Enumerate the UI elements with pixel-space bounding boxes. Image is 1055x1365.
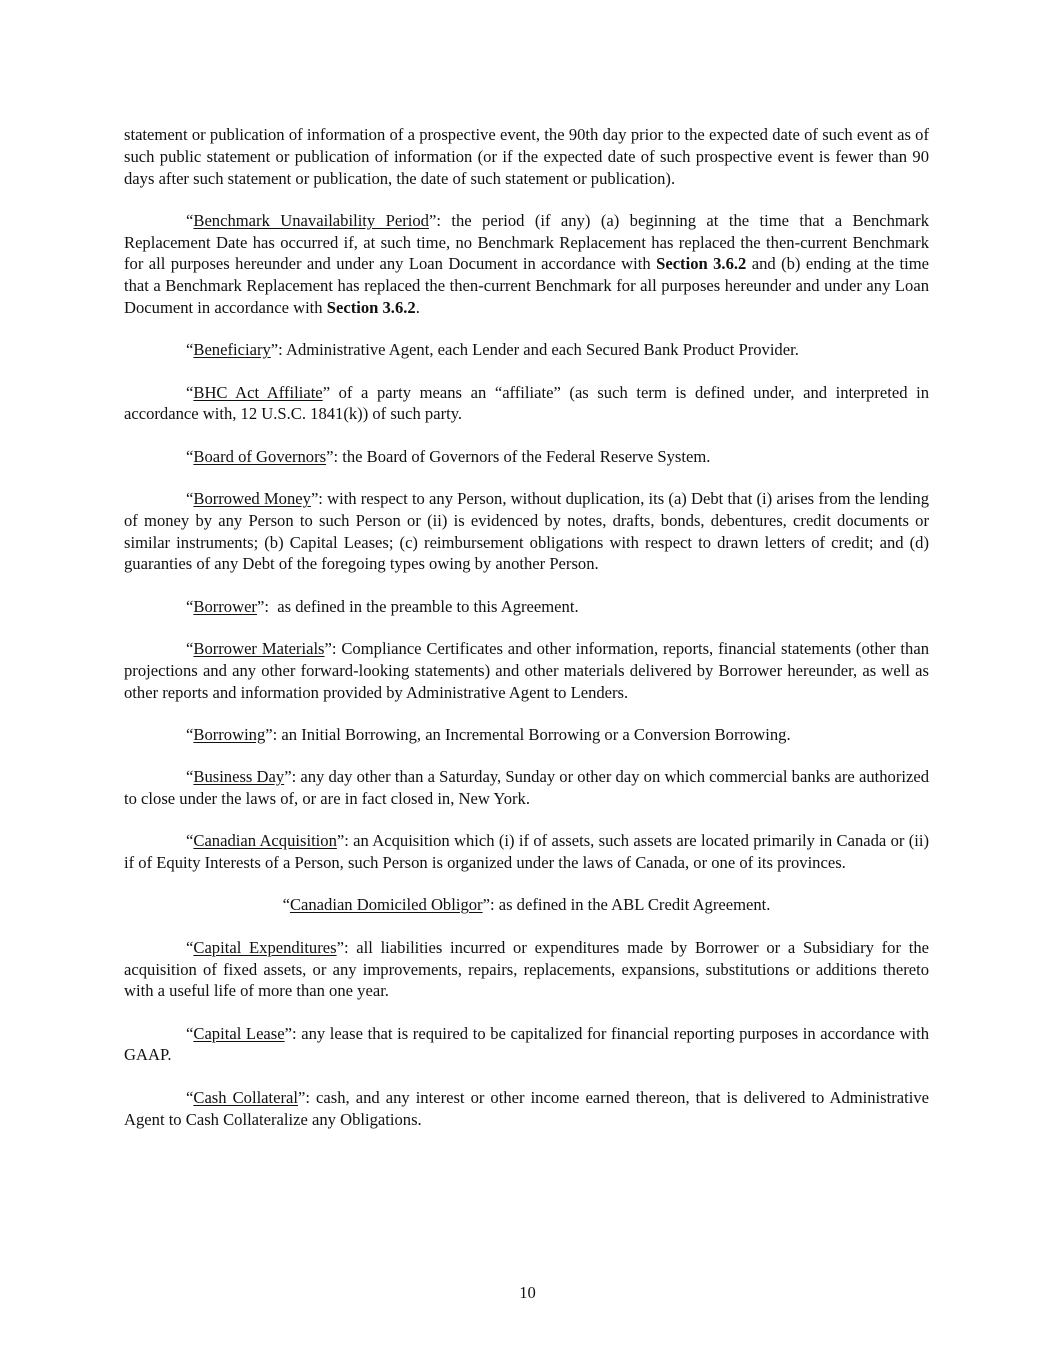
- open-quote: “: [186, 340, 194, 360]
- definition-capital-expenditures: [124, 937, 929, 1002]
- definition-borrowed-money: [124, 488, 929, 575]
- document-page: [124, 124, 929, 1151]
- defined-term: Borrowed Money: [193, 489, 311, 509]
- section-reference: Section 3.6.2: [656, 254, 747, 274]
- open-quote: “: [186, 831, 194, 851]
- definition-text: and (b) ending at the time that a Benchmark Replacement has replaced the then-current Benchmark for all purposes hereunder and under any Loan Document in accordance with: [124, 254, 929, 318]
- open-quote: “: [186, 489, 194, 509]
- defined-term: Business Day: [193, 767, 285, 787]
- open-quote: “: [186, 724, 194, 744]
- definition-board-of-governors: [124, 446, 929, 468]
- definition-cash-collateral: [124, 1087, 929, 1131]
- open-quote: “: [186, 1087, 194, 1107]
- definition-text: ”: cash, and any interest or other income earned thereon, that is delivered to Administrative Agent to Cash Collateralize any Obligations.: [124, 1087, 930, 1129]
- definition-text: ”: any day other than a Saturday, Sunday or other day on which commercial banks are authorized to close under the laws of, or are in fact closed in, New York.: [124, 767, 929, 809]
- definition-text: ”: Administrative Agent, each Lender and each Secured Bank Product Provider.: [270, 340, 799, 360]
- definition-text: ”: all liabilities incurred or expenditures made by Borrower or a Subsidiary for the acquisition of fixed assets, or any improvements, repairs, replacements, expansions, substitutions or additions thereto with a useful life of more than one year.: [124, 937, 929, 1001]
- defined-term: Board of Governors: [193, 446, 327, 466]
- definition-text: ”: the period (if any) (a) beginning at the time that a Benchmark Replacement Date has occurred if, at such time, no Benchmark Replacement has replaced the then-current Benchmark for all purposes hereunder and under any Loan Document in accordance with: [124, 210, 929, 274]
- defined-term: Borrowing: [193, 724, 266, 744]
- defined-term: Benchmark Unavailability Period: [193, 210, 429, 230]
- definition-text: ”: as defined in the preamble to this Agreement.: [256, 596, 579, 616]
- definition-text: ”: an Initial Borrowing, an Incremental Borrowing or a Conversion Borrowing.: [265, 724, 791, 744]
- definition-borrower: [124, 596, 929, 618]
- open-quote: “: [186, 639, 194, 659]
- definition-text: ”: with respect to any Person, without duplication, its (a) Debt that (i) arises from the lending of money by any Person to such Person or (ii) is evidenced by notes, drafts, bonds, debentures, credit documents or similar instruments; (b) Capital Leases; (c) reimbursement obligations with respect to drawn letters of credit; and (d) guaranties of any Debt of the foregoing types owing by another Person.: [124, 489, 929, 574]
- defined-term: Borrower Materials: [193, 639, 325, 659]
- definition-benchmark-unavailability-period: [124, 210, 929, 319]
- defined-term: BHC Act Affiliate: [193, 382, 323, 402]
- definition-text: .: [415, 298, 420, 318]
- definition-business-day: [124, 766, 929, 810]
- definition-beneficiary: [124, 339, 929, 361]
- section-reference: Section 3.6.2: [326, 298, 416, 318]
- open-quote: “: [186, 596, 194, 616]
- definition-canadian-acquisition: [124, 830, 929, 874]
- definition-capital-lease: [124, 1023, 929, 1067]
- definition-text: ” of a party means an “affiliate” (as such term is defined under, and interpreted in accordance with, 12 U.S.C. 1841(k)) of such party.: [124, 382, 930, 424]
- defined-term: Capital Expenditures: [193, 937, 337, 957]
- open-quote: “: [282, 895, 290, 915]
- open-quote: “: [186, 382, 194, 402]
- definition-text: ”: Compliance Certificates and other information, reports, financial statements (other than projections and any other forward-looking statements) and other materials delivered by Borrower hereunder, as well as other reports and information provided by Administrative Agent to Lenders.: [124, 639, 929, 702]
- definition-borrower-materials: [124, 638, 929, 703]
- defined-term: Canadian Domiciled Obligor: [289, 895, 483, 915]
- continuation-paragraph: statement or publication of information of a prospective event, the 90th day prior to the expected date of such event as of such public statement or publication of information (or if the expected date of such prospective event is fewer than 90 days after such statement or publication, the date of such statement or publication).: [124, 125, 929, 188]
- defined-term: Borrower: [193, 596, 257, 616]
- defined-term: Canadian Acquisition: [193, 831, 337, 851]
- page-number: 10: [519, 1283, 536, 1302]
- open-quote: “: [186, 937, 194, 957]
- definition-borrowing: [124, 724, 929, 746]
- open-quote: “: [186, 767, 194, 787]
- definition-text: ”: as defined in the ABL Credit Agreement.: [482, 895, 771, 915]
- open-quote: “: [186, 446, 194, 466]
- definition-text: ”: an Acquisition which (i) if of assets, such assets are located primarily in Canada or (ii) if of Equity Interests of a Person, such Person is organized under the laws of Canada, or one of its provinces.: [124, 831, 929, 873]
- open-quote: “: [186, 1023, 194, 1043]
- defined-term: Capital Lease: [193, 1023, 285, 1043]
- definition-text: ”: the Board of Governors of the Federal Reserve System.: [326, 446, 711, 466]
- definition-text: ”: any lease that is required to be capitalized for financial reporting purposes in accordance with GAAP.: [124, 1023, 930, 1065]
- definition-canadian-domiciled-obligor: [124, 894, 929, 916]
- definition-bhc-act-affiliate: [124, 382, 929, 426]
- open-quote: “: [186, 210, 194, 230]
- defined-term: Beneficiary: [193, 340, 271, 360]
- defined-term: Cash Collateral: [193, 1087, 299, 1107]
